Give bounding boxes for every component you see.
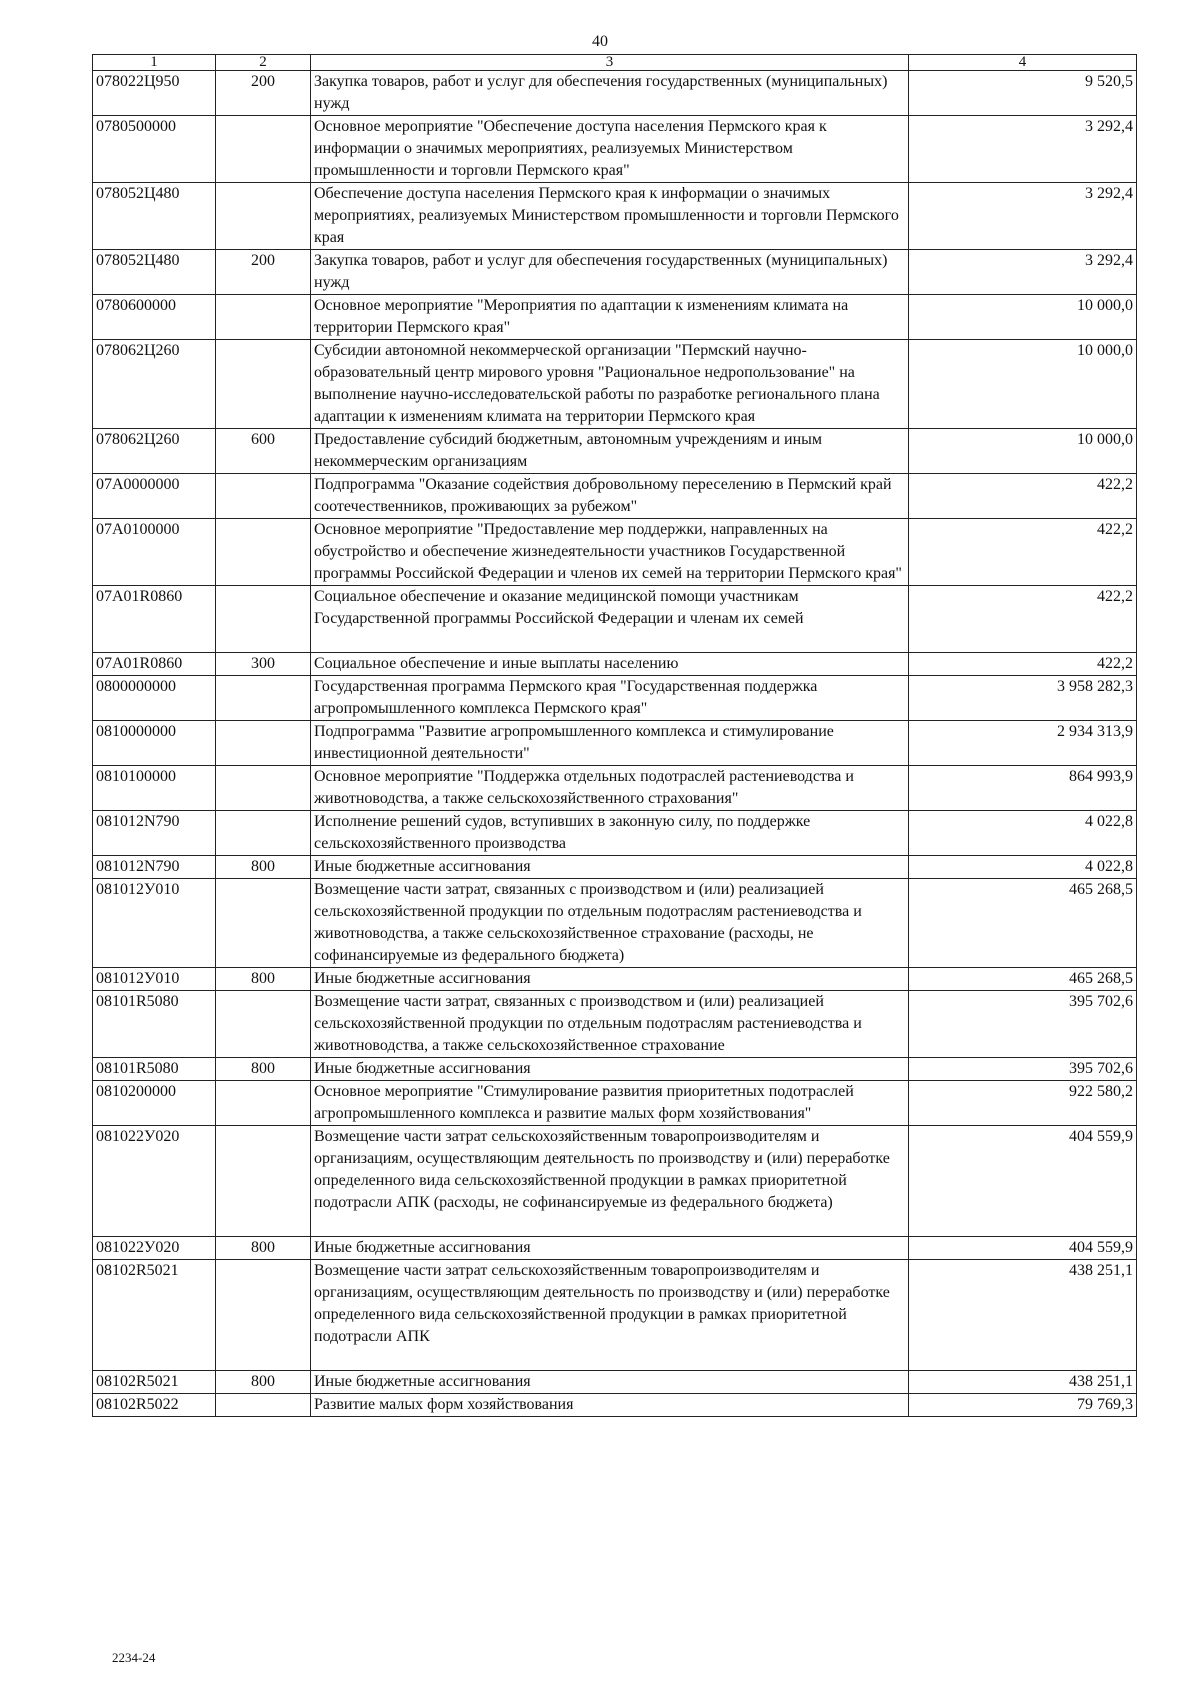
row-code: 078052Ц480 — [93, 250, 216, 295]
header-cell-4: 4 — [909, 55, 1137, 71]
row-expense-type — [216, 811, 311, 856]
row-expense-type — [216, 519, 311, 586]
budget-table — [92, 54, 1137, 1417]
row-code: 08102R5021 — [93, 1260, 216, 1371]
row-description: Государственная программа Пермского края "Государственная поддержка агропромышленного комплекса Пермского края" — [311, 676, 909, 721]
row-description: Иные бюджетные ассигнования — [311, 968, 909, 991]
header-row — [93, 55, 1137, 71]
table-row — [93, 1237, 1137, 1260]
row-expense-type: 200 — [216, 250, 311, 295]
row-code: 08102R5022 — [93, 1394, 216, 1417]
table-row — [93, 856, 1137, 879]
row-amount: 9 520,5 — [909, 71, 1137, 116]
row-code: 08102R5021 — [93, 1371, 216, 1394]
row-description: Иные бюджетные ассигнования — [311, 1058, 909, 1081]
row-expense-type: 800 — [216, 1237, 311, 1260]
row-description: Развитие малых форм хозяйствования — [311, 1394, 909, 1417]
row-expense-type: 200 — [216, 71, 311, 116]
row-code: 078052Ц480 — [93, 183, 216, 250]
row-description: Основное мероприятие "Обеспечение доступа населения Пермского края к информации о значимых мероприятиях, реализуемых Министерством промышленности и торговли Пермского края" — [311, 116, 909, 183]
table-row — [93, 879, 1137, 968]
row-expense-type — [216, 474, 311, 519]
row-amount: 465 268,5 — [909, 879, 1137, 968]
row-expense-type — [216, 1126, 311, 1237]
table-row — [93, 116, 1137, 183]
row-description: Основное мероприятие "Предоставление мер поддержки, направленных на обустройство и обеспечение жизнедеятельности участников Государственной программы Российской Федерации и членов их семей на территории Пермского края" — [311, 519, 909, 586]
row-description: Исполнение решений судов, вступивших в законную силу, по поддержке сельскохозяйственного производства — [311, 811, 909, 856]
row-description: Возмещение части затрат, связанных с производством и (или) реализацией сельскохозяйственной продукции по отдельным подотраслям растениеводства и животноводства, а также сельскохозяйственное страхование — [311, 991, 909, 1058]
row-expense-type — [216, 1260, 311, 1371]
row-description: Обеспечение доступа населения Пермского края к информации о значимых мероприятиях, реализуемых Министерством промышленности и торговли Пермского края — [311, 183, 909, 250]
row-amount: 438 251,1 — [909, 1371, 1137, 1394]
row-amount: 422,2 — [909, 653, 1137, 676]
row-expense-type — [216, 1081, 311, 1126]
page-number: 40 — [592, 33, 608, 50]
row-code: 08101R5080 — [93, 991, 216, 1058]
table-row — [93, 474, 1137, 519]
row-code: 0810000000 — [93, 721, 216, 766]
row-expense-type — [216, 766, 311, 811]
table-row — [93, 250, 1137, 295]
row-code: 078062Ц260 — [93, 429, 216, 474]
row-code: 0810100000 — [93, 766, 216, 811]
row-description: Иные бюджетные ассигнования — [311, 1371, 909, 1394]
row-code: 081012N790 — [93, 811, 216, 856]
table-row — [93, 1126, 1137, 1237]
table-row — [93, 811, 1137, 856]
row-amount: 438 251,1 — [909, 1260, 1137, 1371]
table-row — [93, 340, 1137, 429]
row-amount: 422,2 — [909, 586, 1137, 653]
row-expense-type — [216, 879, 311, 968]
table-row — [93, 1081, 1137, 1126]
row-amount: 10 000,0 — [909, 295, 1137, 340]
row-amount: 422,2 — [909, 519, 1137, 586]
row-amount: 395 702,6 — [909, 1058, 1137, 1081]
table-row — [93, 991, 1137, 1058]
row-amount: 864 993,9 — [909, 766, 1137, 811]
row-code: 081012У010 — [93, 879, 216, 968]
row-code: 07А01R0860 — [93, 653, 216, 676]
row-amount: 3 292,4 — [909, 250, 1137, 295]
row-description: Возмещение части затрат сельскохозяйственным товаропроизводителям и организациям, осуществляющим деятельность по производству и (или) переработке определенного вида сельскохозяйственной продукции в рамках приоритетной подотрасли АПК — [311, 1260, 909, 1371]
table-row — [93, 1394, 1137, 1417]
row-expense-type — [216, 183, 311, 250]
table-row — [93, 429, 1137, 474]
row-code: 07А01R0860 — [93, 586, 216, 653]
row-description: Возмещение части затрат, связанных с производством и (или) реализацией сельскохозяйственной продукции по отдельным подотраслям растениеводства и животноводства, а также сельскохозяйственное страхование (расходы, не софинансируемые из федерального бюджета) — [311, 879, 909, 968]
row-expense-type — [216, 676, 311, 721]
row-code: 07А0000000 — [93, 474, 216, 519]
row-amount: 79 769,3 — [909, 1394, 1137, 1417]
table-row — [93, 1371, 1137, 1394]
row-amount: 465 268,5 — [909, 968, 1137, 991]
row-amount: 10 000,0 — [909, 340, 1137, 429]
row-amount: 3 292,4 — [909, 116, 1137, 183]
row-description: Субсидии автономной некоммерческой организации "Пермский научно-образовательный центр мирового уровня "Рациональное недропользование" на выполнение научно-исследовательской работы по разработке регионального плана адаптации к изменениям климата на территории Пермского края — [311, 340, 909, 429]
row-amount: 404 559,9 — [909, 1237, 1137, 1260]
table-row — [93, 766, 1137, 811]
row-code: 0800000000 — [93, 676, 216, 721]
row-description: Социальное обеспечение и иные выплаты населению — [311, 653, 909, 676]
row-code: 0780500000 — [93, 116, 216, 183]
row-amount: 2 934 313,9 — [909, 721, 1137, 766]
row-description: Подпрограмма "Оказание содействия добровольному переселению в Пермский край соотечественников, проживающих за рубежом" — [311, 474, 909, 519]
row-code: 0780600000 — [93, 295, 216, 340]
row-code: 07А0100000 — [93, 519, 216, 586]
row-expense-type — [216, 1394, 311, 1417]
row-amount: 922 580,2 — [909, 1081, 1137, 1126]
row-code: 081012N790 — [93, 856, 216, 879]
row-description: Основное мероприятие "Стимулирование развития приоритетных подотраслей агропромышленного комплекса и развитие малых форм хозяйствования" — [311, 1081, 909, 1126]
table-row — [93, 653, 1137, 676]
row-code: 081022У020 — [93, 1237, 216, 1260]
table-row — [93, 1260, 1137, 1371]
row-expense-type — [216, 340, 311, 429]
row-amount: 10 000,0 — [909, 429, 1137, 474]
row-description: Социальное обеспечение и оказание медицинской помощи участникам Государственной программы Российской Федерации и членам их семей — [311, 586, 909, 653]
row-description: Основное мероприятие "Поддержка отдельных подотраслей растениеводства и животноводства, а также сельскохозяйственного страхования" — [311, 766, 909, 811]
row-code: 081012У010 — [93, 968, 216, 991]
document-code: 2234-24 — [112, 1650, 156, 1665]
row-expense-type: 800 — [216, 856, 311, 879]
row-amount: 404 559,9 — [909, 1126, 1137, 1237]
row-expense-type: 800 — [216, 1371, 311, 1394]
row-amount: 3 958 282,3 — [909, 676, 1137, 721]
row-amount: 422,2 — [909, 474, 1137, 519]
row-expense-type — [216, 991, 311, 1058]
table-row — [93, 586, 1137, 653]
table-row — [93, 676, 1137, 721]
row-description: Возмещение части затрат сельскохозяйственным товаропроизводителям и организациям, осуществляющим деятельность по производству и (или) переработке определенного вида сельскохозяйственной продукции в рамках приоритетной подотрасли АПК (расходы, не софинансируемые из федерального бюджета) — [311, 1126, 909, 1237]
row-description: Иные бюджетные ассигнования — [311, 856, 909, 879]
row-code: 08101R5080 — [93, 1058, 216, 1081]
table-row — [93, 183, 1137, 250]
row-description: Подпрограмма "Развитие агропромышленного комплекса и стимулирование инвестиционной деятельности" — [311, 721, 909, 766]
row-amount: 3 292,4 — [909, 183, 1137, 250]
header-cell-3: 3 — [311, 55, 909, 71]
row-expense-type: 300 — [216, 653, 311, 676]
table-row — [93, 71, 1137, 116]
row-expense-type: 800 — [216, 1058, 311, 1081]
row-amount: 4 022,8 — [909, 811, 1137, 856]
row-code: 078062Ц260 — [93, 340, 216, 429]
table-row — [93, 1058, 1137, 1081]
row-code: 081022У020 — [93, 1126, 216, 1237]
row-amount: 395 702,6 — [909, 991, 1137, 1058]
row-code: 078022Ц950 — [93, 71, 216, 116]
row-expense-type — [216, 295, 311, 340]
header-cell-1: 1 — [93, 55, 216, 71]
row-expense-type — [216, 116, 311, 183]
row-description: Предоставление субсидий бюджетным, автономным учреждениям и иным некоммерческим организациям — [311, 429, 909, 474]
row-expense-type — [216, 721, 311, 766]
row-expense-type: 600 — [216, 429, 311, 474]
row-description: Закупка товаров, работ и услуг для обеспечения государственных (муниципальных) нужд — [311, 71, 909, 116]
row-expense-type: 800 — [216, 968, 311, 991]
row-code: 0810200000 — [93, 1081, 216, 1126]
row-amount: 4 022,8 — [909, 856, 1137, 879]
row-expense-type — [216, 586, 311, 653]
row-description: Закупка товаров, работ и услуг для обеспечения государственных (муниципальных) нужд — [311, 250, 909, 295]
table-row — [93, 968, 1137, 991]
table-row — [93, 721, 1137, 766]
row-description: Основное мероприятие "Мероприятия по адаптации к изменениям климата на территории Пермского края" — [311, 295, 909, 340]
row-description: Иные бюджетные ассигнования — [311, 1237, 909, 1260]
table-row — [93, 519, 1137, 586]
header-cell-2: 2 — [216, 55, 311, 71]
table-row — [93, 295, 1137, 340]
